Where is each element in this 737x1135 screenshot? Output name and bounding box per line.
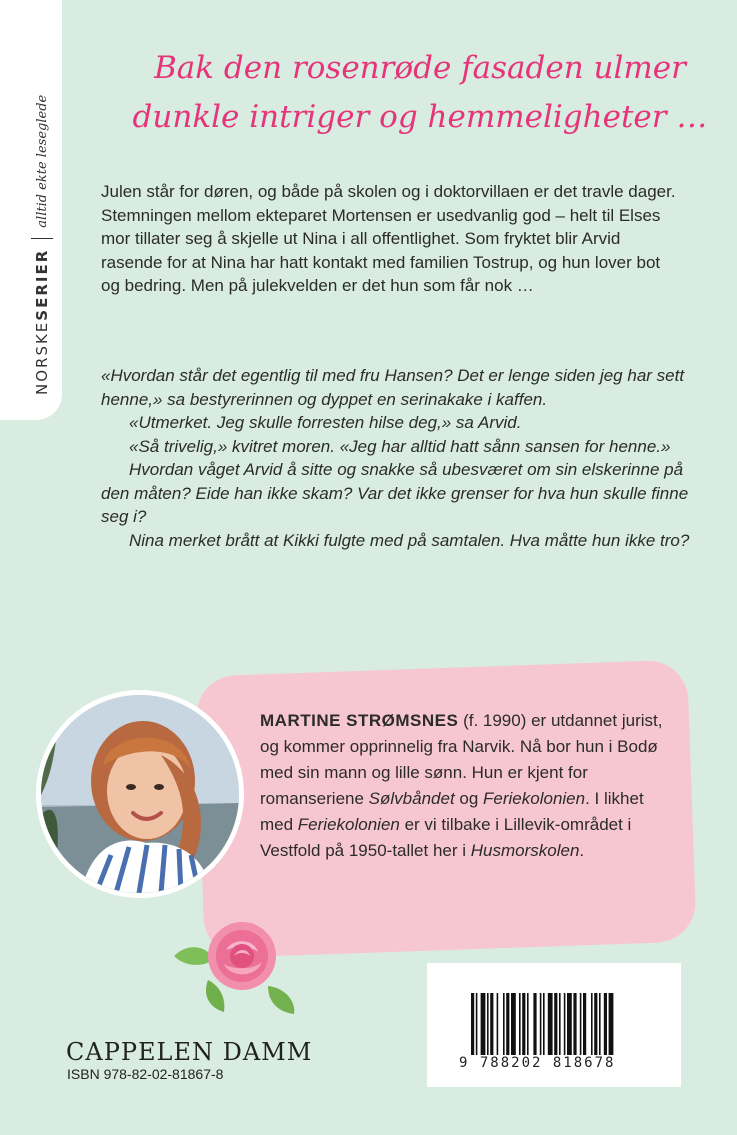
book-title: Husmorskolen — [470, 841, 580, 860]
series-title-1: Sølvbåndet — [368, 789, 455, 808]
headline-line-2: dunkle intriger og hemmeligheter … — [132, 99, 708, 135]
series-name-light: NORSKE — [33, 320, 51, 395]
headline — [120, 44, 720, 142]
series-name-bold: SERIER — [33, 248, 51, 321]
excerpt-paragraph-5: Nina merket brått at Kikki fulgte med på samtalen. Hva måtte hun ikke tro? — [129, 530, 690, 550]
bio-text-1: (f. 1990) er utdannet jurist, og kommer opprinnelig fra Narvik. Nå bor hun i Bodø med sin mann og lille sønn. Hun er kjent for romanseriene — [260, 711, 663, 808]
author-name: MARTINE STRØMSNES — [260, 711, 459, 730]
spine-divider — [31, 238, 53, 239]
series-title-3: Feriekolonien — [297, 815, 400, 834]
series-branding — [31, 95, 53, 395]
excerpt-paragraph-4: Hvordan våget Arvid å sitte og snakke så ubesværet om sin elskerinne på den måten? Eide han ikke skam? Var det ikke grenser for hva hun skulle finne seg i? — [101, 460, 689, 526]
barcode-digits: 9 788202 818678 — [459, 1055, 616, 1071]
series-tagline: alltid ekte leseglede — [34, 94, 50, 228]
bio-text-5: . — [579, 841, 585, 860]
series-spine-tab — [0, 0, 62, 420]
barcode-panel — [427, 963, 681, 1087]
author-portrait-illustration — [41, 695, 239, 893]
headline-line-1: Bak den rosenrøde fasaden ulmer — [154, 50, 686, 86]
rose-icon — [168, 916, 308, 1016]
book-excerpt — [101, 364, 691, 552]
bio-text-2: og — [454, 789, 484, 808]
blurb-paragraph: Julen står for døren, og både på skolen og i doktorvillaen er det travle dager. Stemningen mellom ekteparet Mortensen er usedvanlig god – helt til Elses mor tillater seg å skjelle ut Nina i all offentlighet. Som fryktet blir Arvid rasende for at Nina har hatt kontakt med familien Tostrup, og hun lover bot og bedring. Men på julekvelden er det hun som får nok … — [101, 182, 676, 295]
author-photo — [36, 690, 244, 898]
series-title-2: Feriekolonien — [483, 789, 586, 808]
excerpt-paragraph-3: «Så trivelig,» kvitret moren. «Jeg har alltid hatt sånn sansen for henne.» — [129, 436, 671, 456]
isbn-label: ISBN 978-82-02-81867-8 — [67, 1066, 224, 1082]
publisher-logo: CAPPELEN DAMM — [66, 1038, 313, 1066]
excerpt-paragraph-1: «Hvordan står det egentlig til med fru Hansen? Det er lenge siden jeg har sett henne,» sa bestyrerinnen og dyppet en serinakake i kaffen. — [101, 366, 685, 409]
excerpt-paragraph-2: «Utmerket. Jeg skulle forresten hilse deg,» sa Arvid. — [129, 413, 522, 432]
barcode-icon — [471, 993, 651, 1055]
bio-text-4: er vi tilbake i Lillevik-området i Vestfold på 1950-tallet her i — [260, 815, 632, 860]
bio-text-3: . I likhet med — [260, 789, 644, 834]
author-bio — [260, 708, 680, 864]
